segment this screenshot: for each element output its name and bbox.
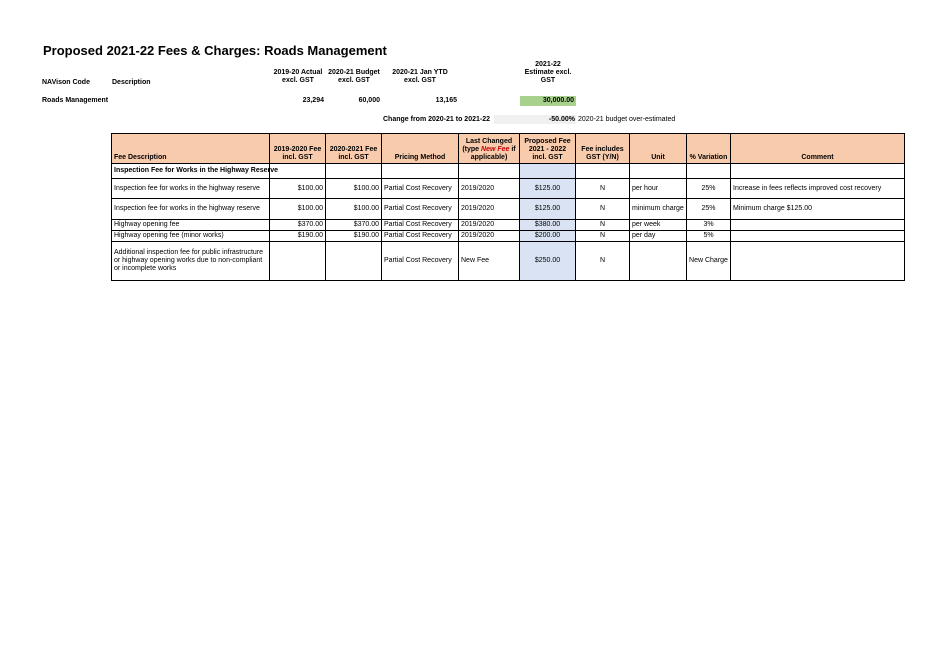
actual-value: 23,294 [302, 97, 324, 104]
comment [731, 231, 905, 242]
fee-2019: $370.00 [270, 220, 326, 231]
variation: 3% [687, 220, 731, 231]
comment [731, 242, 905, 281]
proposed-fee: $200.00 [520, 231, 576, 242]
table-row [112, 231, 905, 242]
page-title: Proposed 2021-22 Fees & Charges: Roads Management [43, 43, 387, 58]
pricing-method-header: Pricing Method [382, 134, 459, 164]
comment [731, 220, 905, 231]
fee-description: Highway opening fee (minor works) [112, 231, 270, 242]
navison-code-header: NAVison Code [42, 79, 90, 86]
fee-2020 [326, 242, 382, 281]
proposed-fee: $125.00 [520, 179, 576, 199]
comment: Minimum charge $125.00 [731, 199, 905, 220]
table-row [112, 179, 905, 199]
last-changed: 2019/2020 [459, 199, 520, 220]
proposed-fee: $125.00 [520, 199, 576, 220]
fee-2019 [270, 242, 326, 281]
table-row [112, 220, 905, 231]
estimate-value: 30,000.00 [542, 97, 574, 104]
fee-description: Highway opening fee [112, 220, 270, 231]
last-changed: New Fee [459, 242, 520, 281]
variation: New Charge [687, 242, 731, 281]
fee-description-header: Fee Description [112, 134, 270, 164]
description-header: Description [112, 79, 151, 86]
section-row [112, 164, 905, 179]
variation-header: % Variation [687, 134, 731, 164]
actual-header: 2019-20 Actual excl. GST [273, 69, 323, 84]
unit: minimum charge [630, 199, 687, 220]
budget-header: 2020-21 Budget excl. GST [328, 69, 380, 84]
last-changed: 2019/2020 [459, 179, 520, 199]
table-header-row [112, 134, 905, 164]
last-changed: 2019/2020 [459, 231, 520, 242]
fee-2019: $190.00 [270, 231, 326, 242]
fee-2019: $100.00 [270, 199, 326, 220]
gst-flag: N [576, 220, 630, 231]
fee-2020: $370.00 [326, 220, 382, 231]
last-changed: 2019/2020 [459, 220, 520, 231]
last-changed-header: Last Changed (type New Fee if applicable) [459, 134, 520, 164]
pricing-method: Partial Cost Recovery [382, 199, 459, 220]
variation: 25% [687, 179, 731, 199]
new-fee-hint: New Fee [481, 146, 510, 153]
unit: per hour [630, 179, 687, 199]
change-label: Change from 2020-21 to 2021-22 [383, 116, 490, 123]
table-row [112, 199, 905, 220]
ytd-value: 13,165 [435, 97, 457, 104]
fee-2020: $100.00 [326, 179, 382, 199]
fee-2020-header: 2020-2021 Fee incl. GST [326, 134, 382, 164]
variation: 5% [687, 231, 731, 242]
fee-description: Additional inspection fee for public infrastructure or highway opening works due to non-compliant or incomplete works [112, 242, 270, 281]
unit: per week [630, 220, 687, 231]
fee-2019: $100.00 [270, 179, 326, 199]
unit-header: Unit [630, 134, 687, 164]
pricing-method: Partial Cost Recovery [382, 242, 459, 281]
fee-description: Inspection fee for works in the highway reserve [112, 179, 270, 199]
comment: Increase in fees reflects improved cost recovery [731, 179, 905, 199]
ytd-header: 2020-21 Jan YTD excl. GST [392, 69, 448, 84]
change-note: 2020-21 budget over-estimated [578, 116, 676, 123]
fee-2019-header: 2019-2020 Fee incl. GST [270, 134, 326, 164]
gst-header: Fee includes GST (Y/N) [576, 134, 630, 164]
table-row [112, 242, 905, 281]
proposed-fee: $250.00 [520, 242, 576, 281]
comment-header: Comment [731, 134, 905, 164]
proposed-fee-header: Proposed Fee 2021 - 2022 incl. GST [520, 134, 576, 164]
unit [630, 242, 687, 281]
unit: per day [630, 231, 687, 242]
gst-flag: N [576, 242, 630, 281]
roads-management-label: Roads Management [42, 97, 109, 104]
fee-2020: $100.00 [326, 199, 382, 220]
pricing-method: Partial Cost Recovery [382, 220, 459, 231]
fee-description: Inspection fee for works in the highway reserve [112, 199, 270, 220]
gst-flag: N [576, 231, 630, 242]
budget-value: 60,000 [358, 97, 380, 104]
pricing-method: Partial Cost Recovery [382, 179, 459, 199]
pricing-method: Partial Cost Recovery [382, 231, 459, 242]
section-title: Inspection Fee for Works in the Highway Reserve [112, 164, 270, 179]
fees-table [111, 133, 905, 281]
fee-2020: $190.00 [326, 231, 382, 242]
gst-flag: N [576, 179, 630, 199]
variation: 25% [687, 199, 731, 220]
gst-flag: N [576, 199, 630, 220]
estimate-header: 2021-22 Estimate excl. GST [524, 61, 572, 84]
change-value: -50.00% [548, 116, 575, 123]
proposed-fee: $380.00 [520, 220, 576, 231]
